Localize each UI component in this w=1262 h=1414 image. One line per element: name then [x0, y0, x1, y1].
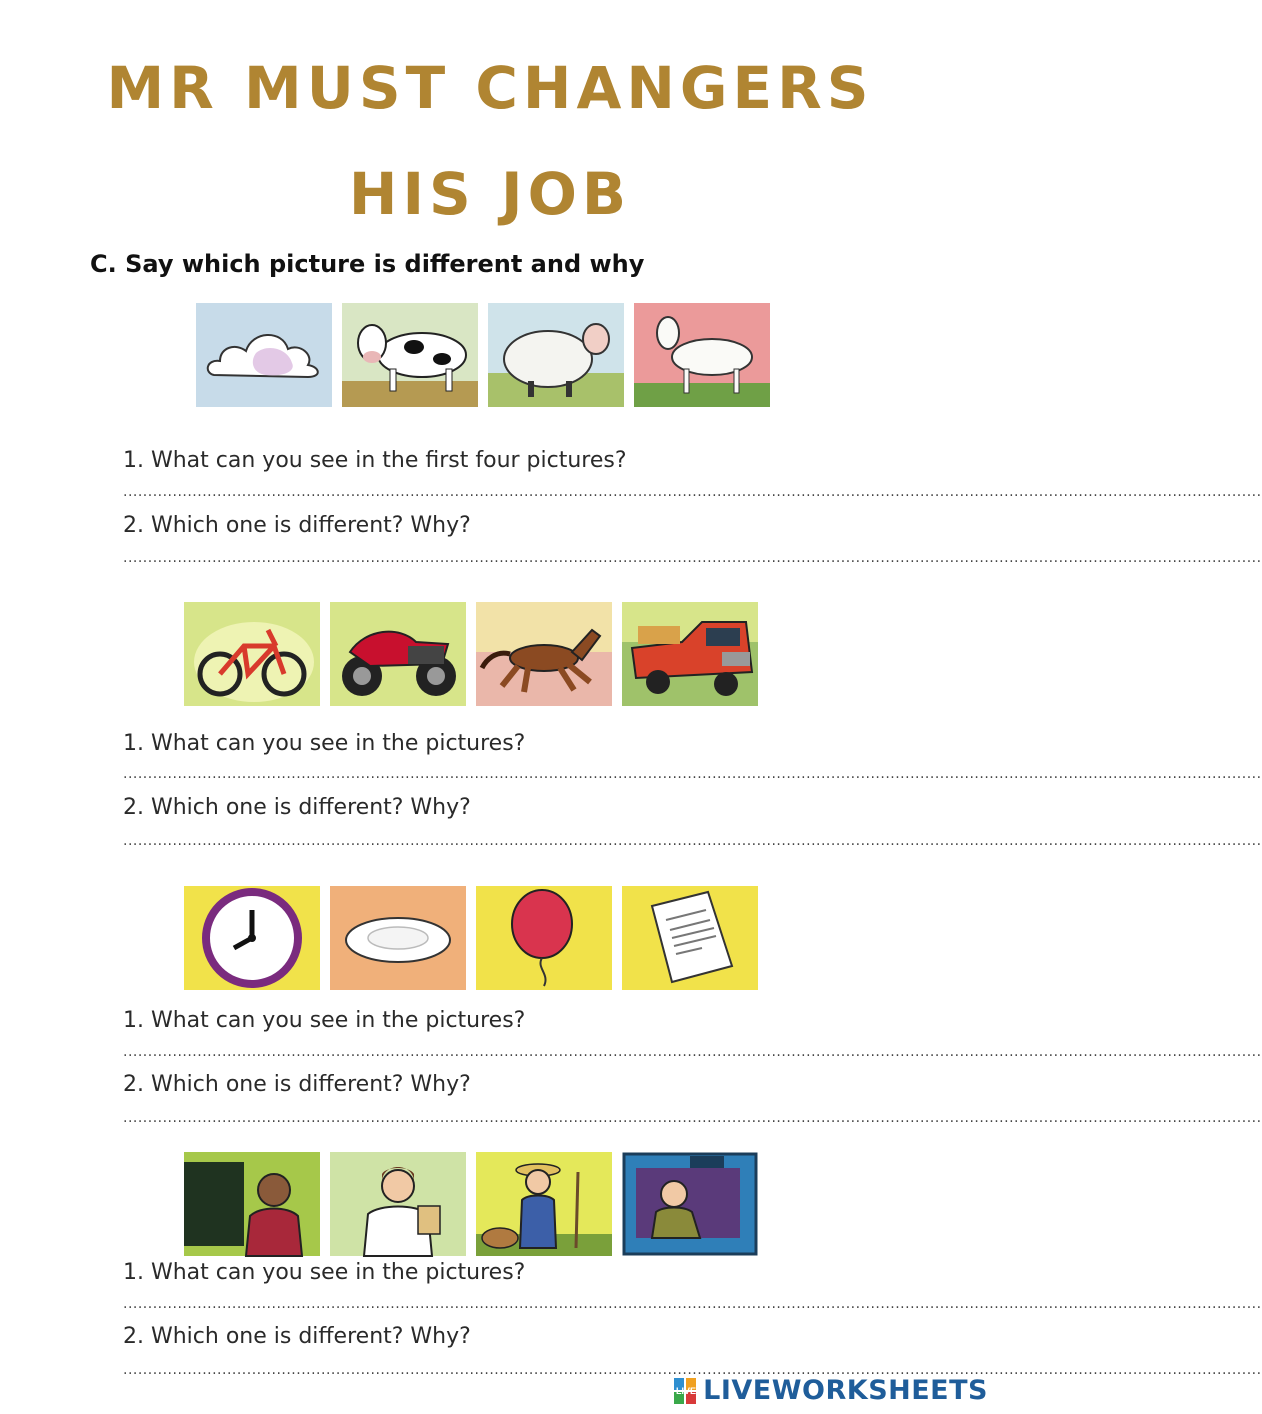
- logo-badge-text: LIVE: [676, 1385, 697, 1396]
- section-2-answer-2-line[interactable]: ......................................................................................................................................................................................................................................: [123, 833, 1262, 849]
- section-1-answer-2-line[interactable]: ......................................................................................................................................................................................................................................: [123, 550, 1262, 566]
- clock-picture: [184, 886, 320, 990]
- plate-picture: [330, 886, 466, 990]
- section-4-question-1: 1. What can you see in the pictures?: [123, 1260, 526, 1285]
- letter-picture: [622, 886, 758, 990]
- section-2-answer-1-line[interactable]: ......................................................................................................................................................................................................................................: [123, 766, 1262, 782]
- liveworksheets-brand: LIVEWORKSHEETS: [703, 1375, 988, 1406]
- balloon-picture: [476, 886, 612, 990]
- picture-row-2: [184, 602, 758, 706]
- picture-row-4: [184, 1152, 758, 1256]
- liveworksheets-mark-icon: [673, 1377, 699, 1405]
- cow-picture: [342, 303, 478, 407]
- section-4-answer-2-line[interactable]: ......................................................................................................................................................................................................................................: [123, 1362, 1262, 1378]
- liveworksheets-logo: [673, 1375, 988, 1406]
- worksheet-title-line-1: MR MUST CHANGERS: [106, 54, 874, 122]
- section-2-question-1: 1. What can you see in the pictures?: [123, 731, 526, 756]
- section-1-question-2: 2. Which one is different? Why?: [123, 513, 471, 538]
- teacher-picture: [184, 1152, 320, 1256]
- goat-picture: [634, 303, 770, 407]
- section-4-question-2: 2. Which one is different? Why?: [123, 1324, 471, 1349]
- section-1-question-1: 1. What can you see in the first four pictures?: [123, 448, 627, 473]
- bus-driver-picture: [622, 1152, 758, 1256]
- instruction-text: C. Say which picture is different and why: [90, 250, 645, 278]
- sheep-picture: [488, 303, 624, 407]
- section-3-answer-1-line[interactable]: ......................................................................................................................................................................................................................................: [123, 1044, 1262, 1060]
- picture-row-1: [196, 303, 770, 407]
- horse-picture: [476, 602, 612, 706]
- picture-row-3: [184, 886, 758, 990]
- truck-picture: [622, 602, 758, 706]
- motorbike-picture: [330, 602, 466, 706]
- section-3-question-2: 2. Which one is different? Why?: [123, 1072, 471, 1097]
- worksheet-title-line-2: HIS JOB: [348, 160, 632, 228]
- section-3-question-1: 1. What can you see in the pictures?: [123, 1008, 526, 1033]
- bicycle-picture: [184, 602, 320, 706]
- section-1-answer-1-line[interactable]: ......................................................................................................................................................................................................................................: [123, 484, 1262, 500]
- section-4-answer-1-line[interactable]: ......................................................................................................................................................................................................................................: [123, 1296, 1262, 1312]
- doctor-picture: [330, 1152, 466, 1256]
- cloud-picture: [196, 303, 332, 407]
- section-2-question-2: 2. Which one is different? Why?: [123, 795, 471, 820]
- section-3-answer-2-line[interactable]: ......................................................................................................................................................................................................................................: [123, 1110, 1262, 1126]
- farmer-picture: [476, 1152, 612, 1256]
